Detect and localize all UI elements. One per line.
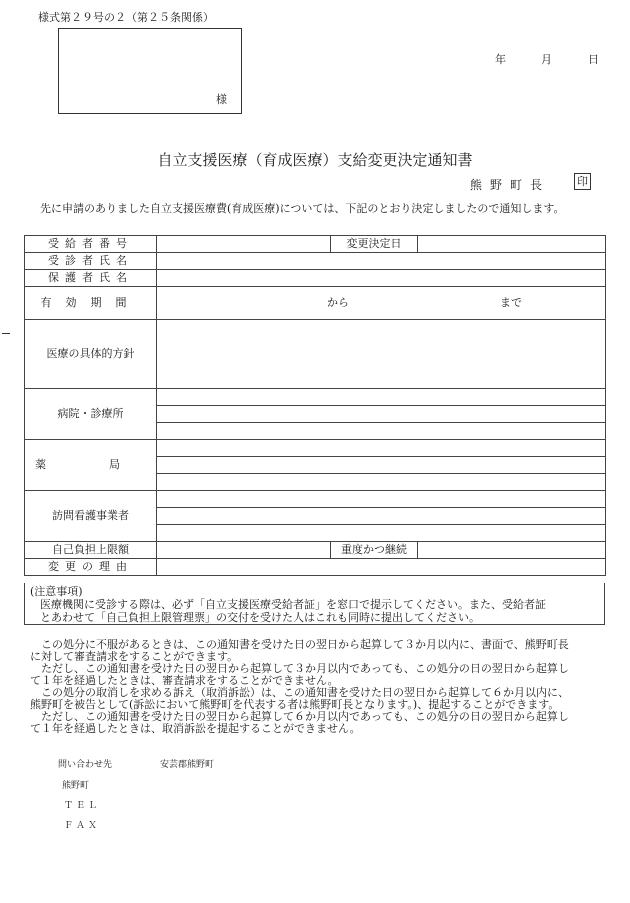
document-title: 自立支援医療（育成医療）支給変更決定通知書 [157, 151, 473, 169]
appeal-line-1: この処分に不服があるときは、この通知書を受けた日の翌日から起算して３か月以内に、書面で、熊野町長 [41, 638, 569, 651]
hospital-line-2[interactable] [157, 406, 606, 423]
decision-table [24, 235, 606, 576]
nursing-line-2[interactable] [157, 508, 606, 525]
appeal-line-7: ただし、この通知書を受けた日の翌日から起算して６か月以内であっても、この処分の日の翌日から起算し [41, 710, 569, 723]
date-year-label: 年 [495, 53, 506, 66]
notes-box [24, 583, 605, 625]
patient-name-value[interactable] [157, 253, 606, 270]
row-hospital-1 [25, 389, 606, 406]
change-decision-date-label: 変更決定日 [331, 236, 418, 253]
pharmacy-label: 薬 局 [25, 440, 157, 491]
recipient-number-label: 受給者番号 [25, 236, 157, 253]
change-reason-value[interactable] [157, 559, 606, 576]
validity-period-value[interactable] [157, 287, 606, 320]
hospital-line-1[interactable] [157, 389, 606, 406]
addressee-box [58, 28, 242, 114]
nursing-line-3[interactable] [157, 525, 606, 542]
appeal-line-5: この処分の取消しを求める訴え（取消訴訟）は、この通知書を受けた日の翌日から起算して６か月以内に、 [41, 686, 569, 699]
appeal-line-6: 熊野町を被告として(訴訟において熊野町を代表する者は熊野町長となります。)、提起することができます。 [30, 698, 560, 711]
nursing-label: 訪問看護事業者 [25, 491, 157, 542]
recipient-number-value[interactable] [157, 236, 331, 253]
row-recipient-number [25, 236, 606, 253]
pharmacy-line-3[interactable] [157, 474, 606, 491]
appeal-line-2: に対して審査請求をすることができます。 [30, 650, 239, 663]
contact-fax-label: ＦＡＸ [64, 821, 101, 831]
patient-name-label: 受診者氏名 [25, 253, 157, 270]
appeal-line-4: て１年を経過したときは、審査請求をすることができません。 [30, 674, 339, 687]
row-treatment-plan [25, 320, 606, 389]
notes-heading: (注意事項) [30, 585, 83, 598]
appeal-line-3: ただし、この通知書を受けた日の翌日から起算して３か月以内であっても、この処分の日の翌日から起算し [41, 662, 569, 675]
treatment-plan-value[interactable] [157, 320, 606, 389]
pharmacy-line-2[interactable] [157, 457, 606, 474]
contact-org: 安芸郡熊野町 [160, 760, 215, 770]
date-day-label: 日 [588, 53, 599, 66]
treatment-plan-label: 医療の具体的方針 [25, 320, 157, 389]
severe-continuous-value[interactable] [418, 542, 606, 559]
change-reason-label: 変更の理由 [25, 559, 157, 576]
hospital-label: 病院・診療所 [25, 389, 157, 440]
contact-town: 熊野町 [62, 781, 90, 791]
validity-until: まで [500, 296, 522, 309]
notes-line-2: とあわせて「自己負担上限管理票」の交付を受けた人はこれも同時に提出してください。 [40, 611, 480, 624]
validity-from: から [327, 296, 349, 309]
issuer-name: 熊野町長 [470, 178, 551, 192]
row-change-reason [25, 559, 606, 576]
addressee-suffix: 様 [216, 93, 227, 106]
margin-mark [2, 333, 10, 334]
pharmacy-line-1[interactable] [157, 440, 606, 457]
nursing-line-1[interactable] [157, 491, 606, 508]
guardian-name-label: 保護者氏名 [25, 270, 157, 287]
change-decision-date-value[interactable] [418, 236, 606, 253]
form-number: 様式第２９号の２（第２５条関係） [38, 11, 214, 24]
copay-limit-value[interactable] [157, 542, 331, 559]
appeal-line-8: て１年を経過したときは、取消訴訟を提起することができません。 [30, 722, 361, 735]
row-patient-name [25, 253, 606, 270]
date-month-label: 月 [541, 53, 552, 66]
contact-heading: 問い合わせ先 [58, 760, 113, 770]
guardian-name-value[interactable] [157, 270, 606, 287]
intro-text: 先に申請のありました自立支援医療費(育成医療)については、下記のとおり決定しましたので通知します。 [40, 202, 565, 215]
seal-stamp: 印 [574, 173, 591, 190]
row-copay-limit [25, 542, 606, 559]
row-pharmacy-1 [25, 440, 606, 457]
severe-continuous-label: 重度かつ継続 [331, 542, 418, 559]
contact-tel-label: ＴＥＬ [64, 801, 101, 811]
validity-period-label: 有効期間 [25, 287, 157, 320]
hospital-line-3[interactable] [157, 423, 606, 440]
row-guardian-name [25, 270, 606, 287]
row-validity-period [25, 287, 606, 320]
notes-line-1: 医療機関に受診する際は、必ず「自立支援医療受給者証」を窓口で提示してください。また、受給者証 [40, 598, 546, 611]
copay-limit-label: 自己負担上限額 [25, 542, 157, 559]
row-nursing-1 [25, 491, 606, 508]
appeal-text [30, 639, 605, 735]
